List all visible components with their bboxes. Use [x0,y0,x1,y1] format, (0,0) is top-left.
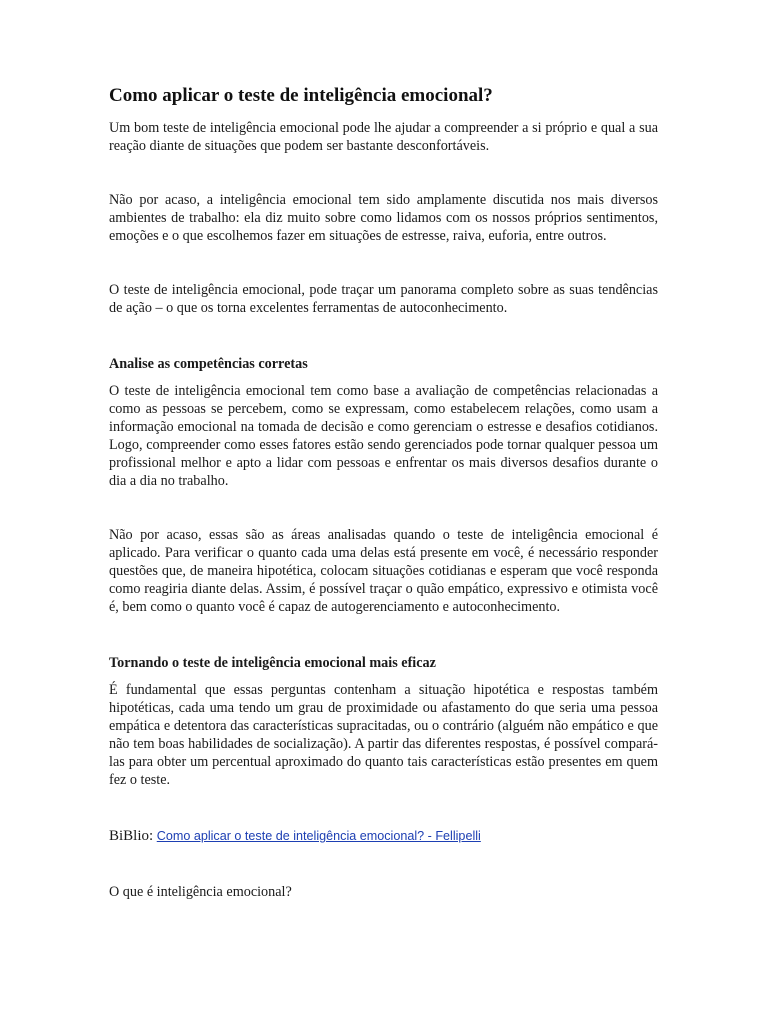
closing-question: O que é inteligência emocional? [109,884,292,900]
spacer [109,789,658,827]
section-heading-eficaz: Tornando o teste de inteligência emocional mais eficaz [109,655,436,671]
spacer [109,490,658,526]
section1-paragraph-2: Não por acaso, essas são as áreas analisadas quando o teste de inteligência emocional é aplicado. Para verificar o quanto cada uma delas está presente em você, é necessário responder questões que, de maneira hipotética, colocam situações cotidianas e esperam que você responda como reagiria diante delas. Assim, é possível traçar o quão empático, expressivo e otimista você é, bem como o quanto você é capaz de autogerenciamento e autoconhecimento. [109,527,658,615]
document-title: Como aplicar o teste de inteligência emocional? [109,85,493,106]
section2-paragraph-1: É fundamental que essas perguntas contenham a situação hipotética e respostas também hipotéticas, cada uma tendo um grau de proximidade ou afastamento do que seria uma pessoa empática e detentora das características supracitadas, ou o contrário (alguém não empático e que não tem boas habilidades de socialização). A partir das diferentes respostas, é possível compará-las para obter um percentual aproximado do quanto tais características estão presentes em quem fez o teste. [109,682,658,788]
spacer [109,845,658,883]
bibliography-line [109,827,658,845]
spacer [109,317,658,355]
bibliography-link[interactable]: Como aplicar o teste de inteligência emocional? - Fellipelli [156,829,481,843]
section-heading-competencias: Analise as competências corretas [109,356,308,372]
spacer [109,245,658,281]
intro-paragraph-3: O teste de inteligência emocional, pode traçar um panorama completo sobre as suas tendências de ação – o que os torna excelentes ferramentas de autoconhecimento. [109,282,658,316]
bibliography-label: BiBlio: [109,828,154,844]
intro-paragraph-2: Não por acaso, a inteligência emocional tem sido amplamente discutida nos mais diversos ambientes de trabalho: ela diz muito sobre como lidamos com os nossos próprios sentimentos, emoções e o que escolhemos fazer em situações de estresse, raiva, euforia, entre outros. [109,192,658,244]
section1-paragraph-1: O teste de inteligência emocional tem como base a avaliação de competências relacionadas a como as pessoas se percebem, como se expressam, como estabelecem relações, como usam a informação emocional na tomada de decisão e como gerenciam o estresse e desafios cotidianos. Logo, compreender como esses fatores estão sendo gerenciados pode tornar qualquer pessoa um profissional melhor e apto a lidar com pessoas e enfrentar os mais diversos desafios durante o dia a dia no trabalho. [109,383,658,489]
spacer [109,155,658,191]
spacer [109,616,658,654]
intro-paragraph-1: Um bom teste de inteligência emocional pode lhe ajudar a compreender a si próprio e qual a sua reação diante de situações que podem ser bastante desconfortáveis. [109,120,658,154]
document-page [109,84,658,901]
